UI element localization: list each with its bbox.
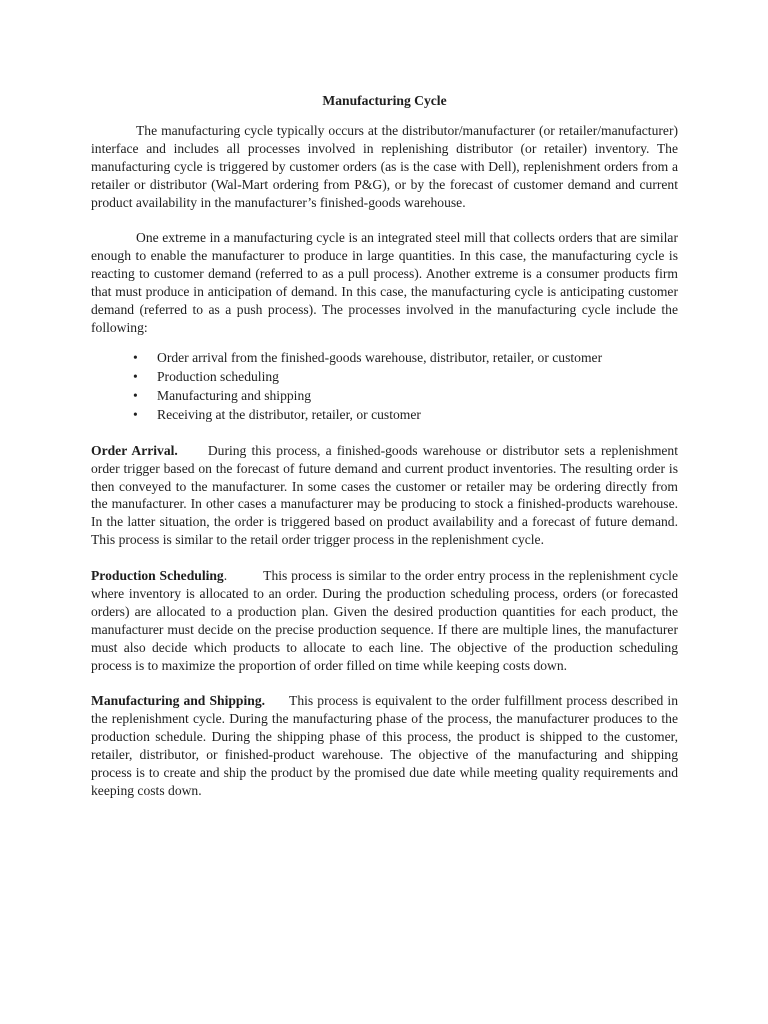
section-body: This process is similar to the order entry process in the replenishment cycle where inventory is allocated to an order. During the production scheduling process, orders (or forecasted orders) are allocated to a production plan. Given the desired production quantities for each product, the manufacturer must decide on the precise production sequence. If there are multiple lines, the manufacturer must also decide which products to allocate to each line. The objective of the production scheduling process is to maximize the proportion of order filled on time while keeping costs down. <box>91 568 678 673</box>
bullet-icon: • <box>133 368 138 384</box>
section-manufacturing-shipping <box>91 692 678 799</box>
paragraph-extremes: One extreme in a manufacturing cycle is an integrated steel mill that collects orders that are similar enough to enable the manufacturer to produce in large quantities. In this case, the manufacturing cycle is reacting to customer demand (referred to as a pull process). Another extreme is a consumer products firm that must produce in anticipation of demand. In this case, the manufacturing cycle is anticipating customer demand (referred to as a push process). The processes involved in the manufacturing cycle include the following: <box>91 230 678 335</box>
paragraph-intro: The manufacturing cycle typically occurs at the distributor/manufacturer (or retailer/manufacturer) interface and includes all processes involved in replenishing distributor (or retailer) inventory. The manufacturing cycle is triggered by customer orders (as is the case with Dell), replenishment orders from a retailer or distributor (Wal-Mart ordering from P&G), or by the forecast of customer demand and current product availability in the manufacturer’s finished-goods warehouse. <box>91 123 678 210</box>
spacer <box>91 212 678 230</box>
spacer <box>91 424 678 442</box>
section-heading-suffix: . <box>223 568 228 584</box>
section-order-arrival <box>91 442 678 549</box>
list-item <box>133 367 678 386</box>
process-list <box>91 348 678 424</box>
list-item <box>133 386 678 405</box>
section-heading: Production Scheduling <box>91 568 224 584</box>
list-item-text: Production scheduling <box>157 368 279 384</box>
section-body: This process is equivalent to the order fulfillment process described in the replenishment cycle. During the manufacturing phase of the process, the manufacturer produces to the production schedule. During the shipping phase of this process, the product is shipped to the customer, retailer, distributor, or finished-product warehouse. The objective of the manufacturing and shipping process is to create and ship the product by the promised due date while meeting quality requirements and keeping costs down. <box>91 693 678 798</box>
list-item <box>133 405 678 424</box>
list-item-text: Manufacturing and shipping <box>157 387 312 403</box>
spacer <box>91 337 678 348</box>
spacer <box>91 549 678 567</box>
bullet-icon: • <box>133 406 138 422</box>
section-heading: Manufacturing and Shipping. <box>91 693 266 709</box>
section-heading: Order Arrival. <box>91 442 178 458</box>
bullet-icon: • <box>133 387 138 403</box>
spacer <box>91 675 678 693</box>
section-production-scheduling <box>91 567 678 674</box>
list-item <box>133 348 678 367</box>
list-item-text: Order arrival from the finished-goods warehouse, distributor, retailer, or customer <box>157 349 603 365</box>
section-body: During this process, a finished-goods warehouse or distributor sets a replenishment order trigger based on the forecast of future demand and current product inventories. The resulting order is then conveyed to the manufacturer. In some cases the customer or retailer may be ordering directly from the manufacturer. In other cases a manufacturer may be producing to stock a finished-products warehouse. In the latter situation, the order is triggered based on product availability and a forecast of future demand. This process is similar to the retail order trigger process in the replenishment cycle. <box>91 442 678 548</box>
document-title: Manufacturing Cycle <box>322 93 447 108</box>
bullet-icon: • <box>133 349 138 365</box>
list-item-text: Receiving at the distributor, retailer, or customer <box>157 406 421 422</box>
